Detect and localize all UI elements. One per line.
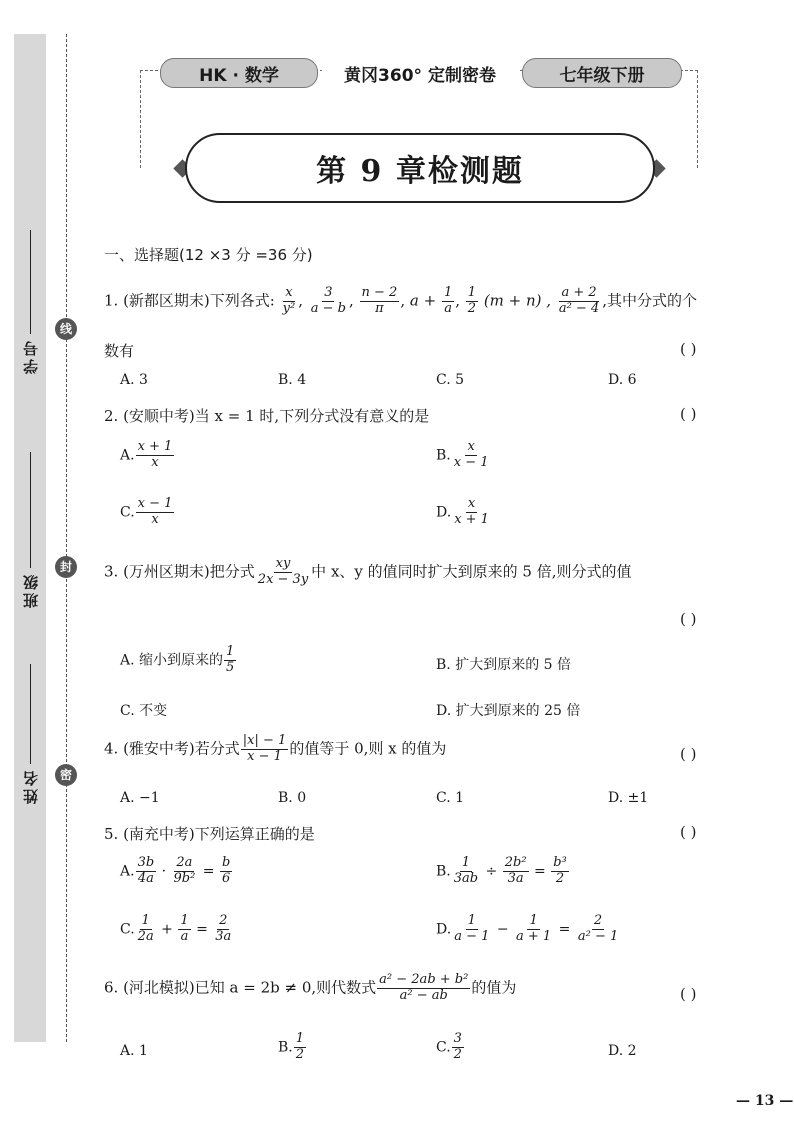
q6-option-a[interactable]: A. 1	[120, 1043, 148, 1059]
q6-option-c[interactable]: C. $\frac{3}{2}$	[436, 1031, 462, 1062]
q2-answer-blank[interactable]: ( )	[680, 405, 697, 423]
q6-fraction: $\frac{\text{a² − 2ab + b²}}{\text{a² − ab}}$	[379, 972, 469, 1003]
q1-option-c[interactable]: C. 5	[436, 372, 465, 388]
section-heading: 一、选择题(12 ×3 分 =36 分)	[104, 246, 313, 264]
q1-option-a[interactable]: A. 3	[120, 372, 148, 388]
student-id-blank[interactable]	[30, 230, 31, 334]
question-1: 1. (新都区期末)下列各式: $\frac{x}{\text{y²}}$ , $\frac{3}{a - b}$ , $\frac{n - 2}{\pi}$ , a + $\frac{1}{a}$ , $\frac{1}{2}$ (m + n) , $\frac{a + 2}{\text{a² − 4}}$ ,其中分式的个	[104, 285, 698, 316]
q1-frac-4: $\frac{1}{a}$	[443, 285, 453, 316]
q1-option-b[interactable]: B. 4	[278, 372, 307, 388]
q1-frac-6: $\frac{a + 2}{\text{a² − 4}}$	[558, 285, 600, 316]
q6-option-b[interactable]: B. $\frac{1}{2}$	[278, 1031, 305, 1062]
q3-option-c[interactable]: C. 不变	[120, 703, 168, 719]
q1-option-d[interactable]: D. 6	[608, 372, 637, 388]
question-5: 5. (南充中考)下列运算正确的是	[104, 825, 315, 843]
q5-option-b[interactable]: B. $\frac{1}{3ab}$ ÷ $\frac{\text{2b²}}{3a}$ = $\frac{\text{b³}}{2}$	[436, 855, 567, 886]
q4-option-a[interactable]: A. −1	[120, 790, 160, 806]
name-field[interactable]	[16, 664, 44, 804]
q6-answer-blank[interactable]: ( )	[680, 985, 697, 1003]
seal-mark-line: 线	[55, 318, 77, 340]
seal-mark-secret: 密	[55, 764, 77, 786]
q3-fraction: $\frac{xy}{2x - 3y}$	[257, 556, 309, 587]
title-box	[185, 133, 655, 203]
q1-term-4: a +	[409, 291, 437, 310]
page-title: 第 9 章检测题	[316, 154, 524, 189]
question-6: 6. (河北模拟)已知 a = 2b ≠ 0,则代数式 $\frac{\text{a² − 2ab + b²}}{\text{a² − ab}}$ 的值为	[104, 972, 517, 1003]
q1-answer-blank[interactable]: ( )	[680, 340, 697, 358]
q5-option-d[interactable]: D. $\frac{1}{a - 1}$ − $\frac{1}{a + 1}$ = $\frac{2}{\text{a² − 1}}$	[436, 913, 619, 944]
q1-prefix: 1. (新都区期末)下列各式:	[104, 291, 275, 310]
class-blank[interactable]	[30, 452, 31, 568]
student-id-label: 学号	[21, 338, 40, 374]
q4-option-d[interactable]: D. ±1	[608, 790, 649, 806]
question-3: 3. (万州区期末)把分式 $\frac{xy}{2x - 3y}$ 中 x、y 的值同时扩大到原来的 5 倍,则分式的值	[104, 556, 632, 587]
q4-answer-blank[interactable]: ( )	[680, 745, 697, 763]
q1-frac-1: $\frac{x}{\text{y²}}$	[282, 285, 296, 316]
page-number: — 13 —	[736, 1093, 794, 1109]
q5-option-a[interactable]: A. $\frac{3b}{4a}$ · $\frac{2a}{\text{9b²}}$ = $\frac{b}{6}$	[120, 855, 231, 886]
q1-line2: 数有	[104, 342, 135, 360]
question-4: 4. (雅安中考)若分式 $\frac{|x| - 1}{x - 1}$ 的值等于 0,则 x 的值为	[104, 733, 447, 764]
q1-term-5: (m + n) ,	[483, 291, 552, 310]
question-2: 2. (安顺中考)当 x = 1 时,下列分式没有意义的是	[104, 407, 430, 425]
q3-option-a[interactable]: A. 缩小到原来的 $\frac{1}{5}$	[120, 644, 235, 675]
q3-answer-blank[interactable]: ( )	[680, 610, 697, 628]
grade-badge: 七年级下册	[522, 58, 682, 88]
student-id-field[interactable]	[16, 230, 44, 374]
class-field[interactable]	[16, 452, 44, 608]
q5-option-c[interactable]: C. $\frac{1}{2a}$ + $\frac{1}{a}$ = $\frac{2}{3a}$	[120, 913, 232, 944]
q6-option-d[interactable]: D. 2	[608, 1043, 637, 1059]
q1-frac-5: $\frac{1}{2}$	[467, 285, 477, 316]
q4-option-b[interactable]: B. 0	[278, 790, 307, 806]
q1-frac-2: $\frac{3}{a - b}$	[310, 285, 346, 316]
q1-frac-3: $\frac{n - 2}{\pi}$	[361, 285, 398, 316]
q5-answer-blank[interactable]: ( )	[680, 823, 697, 841]
q4-option-c[interactable]: C. 1	[436, 790, 465, 806]
q3-option-d[interactable]: D. 扩大到原来的 25 倍	[436, 703, 581, 719]
q4-fraction: $\frac{|x| - 1}{x - 1}$	[242, 733, 287, 764]
q2-option-c[interactable]: C. $\frac{x - 1}{x}$	[120, 496, 173, 527]
series-name: 黄冈360° 定制密卷	[322, 58, 518, 88]
name-blank[interactable]	[30, 664, 31, 764]
subject-badge: HK · 数学	[160, 58, 318, 88]
q2-option-d[interactable]: D. $\frac{x}{x + 1}$	[436, 496, 489, 527]
q3-option-b[interactable]: B. 扩大到原来的 5 倍	[436, 657, 571, 673]
name-label: 姓名	[21, 768, 40, 804]
q2-option-b[interactable]: B. $\frac{x}{x - 1}$	[436, 439, 489, 470]
q2-option-a[interactable]: A. $\frac{x + 1}{x}$	[120, 439, 173, 470]
q1-suffix: ,其中分式的个	[602, 291, 698, 310]
binding-dashed-line	[66, 34, 67, 1042]
seal-mark-seal: 封	[55, 556, 77, 578]
class-label: 班级	[21, 572, 40, 608]
